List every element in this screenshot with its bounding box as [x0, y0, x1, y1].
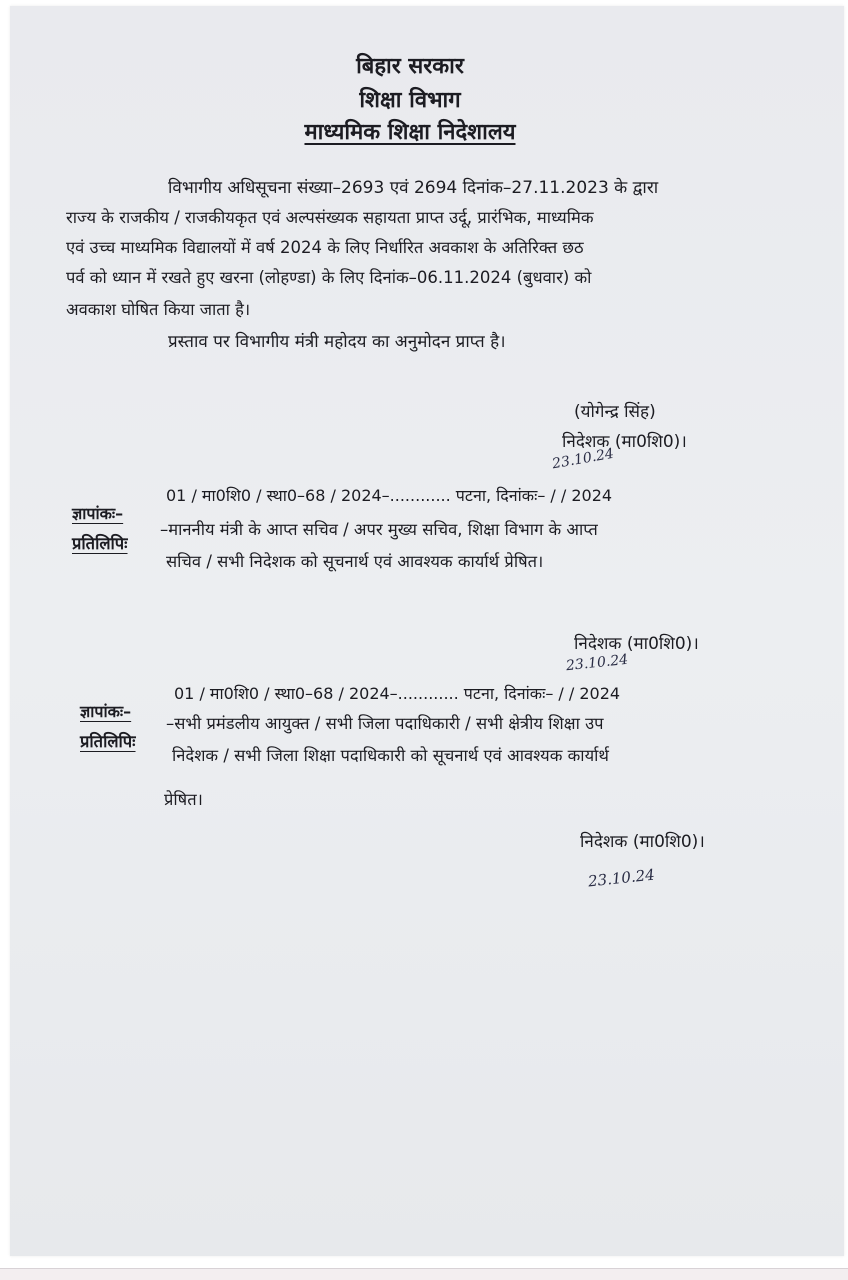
memo-1-copy-label: प्रतिलिपिः	[72, 534, 128, 553]
header-directorate: माध्यमिक शिक्षा निदेशालय	[304, 120, 516, 145]
header-government: बिहार सरकार	[356, 54, 464, 79]
signatory-name: (योगेन्द्र सिंह)	[574, 402, 656, 422]
handwritten-initials-date-3: 23.10.24	[587, 865, 656, 891]
memo-2-copy-line-2: निदेशक / सभी जिला शिक्षा पदाधिकारी को सूचनार्थ एवं आवश्यक कार्यार्थ	[172, 746, 609, 765]
approval-line: प्रस्ताव पर विभागीय मंत्री महोदय का अनुमोदन प्राप्त है।	[168, 332, 506, 352]
notification-line-1: विभागीय अधिसूचना संख्या–2693 एवं 2694 दिनांक–27.11.2023 के द्वारा	[168, 178, 659, 198]
screen-bottom-strip	[0, 1268, 848, 1280]
notification-line-2: राज्य के राजकीय / राजकीयकृत एवं अल्पसंख्यक सहायता प्राप्त उर्दू, प्रारंभिक, माध्यमिक	[66, 208, 594, 227]
memo-1-copy-line-1: –माननीय मंत्री के आप्त सचिव / अपर मुख्य सचिव, शिक्षा विभाग के आप्त	[160, 520, 598, 539]
notification-line-4: पर्व को ध्यान में रखते हुए खरना (लोहण्डा) के लिए दिनांक–06.11.2024 (बुधवार) को	[66, 268, 592, 287]
handwritten-initials-date-1: 23.10.24	[550, 445, 616, 473]
signatory-designation-3: निदेशक (मा0शि0)।	[580, 832, 705, 852]
signatory-designation-2: निदेशक (मा0शि0)।	[574, 634, 699, 654]
signatory-designation-1: निदेशक (मा0शि0)।	[562, 432, 687, 452]
memo-1-reference: 01 / मा0शि0 / स्था0–68 / 2024–............ पटना, दिनांकः– / / 2024	[166, 486, 613, 505]
memo-2-copy-line-3: प्रेषित।	[164, 790, 203, 809]
notification-line-5: अवकाश घोषित किया जाता है।	[66, 300, 251, 319]
memo-1-copy-line-2: सचिव / सभी निदेशक को सूचनार्थ एवं आवश्यक कार्यार्थ प्रेषित।	[166, 552, 544, 571]
header-department: शिक्षा विभाग	[359, 88, 461, 113]
notification-line-3: एवं उच्च माध्यमिक विद्यालयों में वर्ष 2024 के लिए निर्धारित अवकाश के अतिरिक्त छठ	[66, 238, 584, 257]
memo-2-copy-label: प्रतिलिपिः	[80, 732, 136, 751]
handwritten-initials-date-2: 23.10.24	[565, 651, 629, 675]
memo-1-label: ज्ञापांकः–	[72, 504, 124, 523]
memo-2-copy-line-1: –सभी प्रमंडलीय आयुक्त / सभी जिला पदाधिकारी / सभी क्षेत्रीय शिक्षा उप	[166, 714, 604, 733]
memo-2-label: ज्ञापांकः–	[80, 702, 132, 721]
memo-2-reference: 01 / मा0शि0 / स्था0–68 / 2024–............ पटना, दिनांकः– / / 2024	[174, 684, 621, 703]
